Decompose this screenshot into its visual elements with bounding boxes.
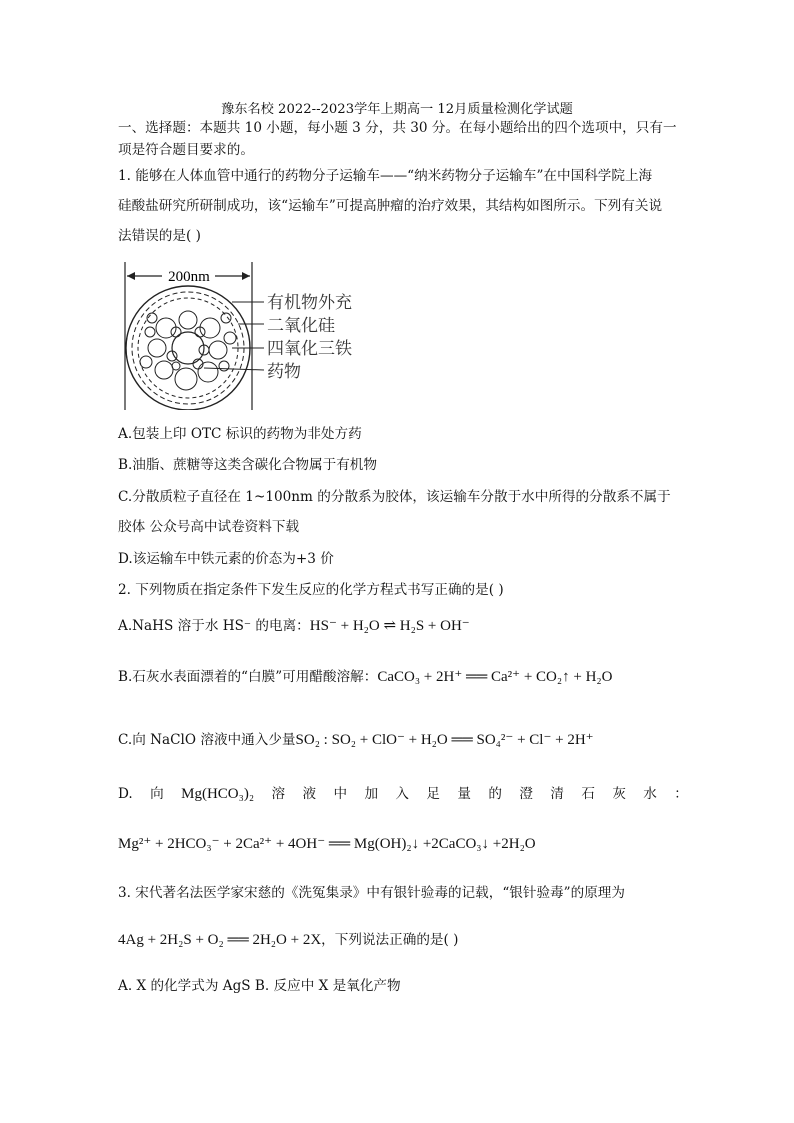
nano-carrier-figure bbox=[112, 258, 377, 410]
q2-d-char: ： bbox=[674, 786, 688, 802]
q2-d-char: 的 bbox=[488, 786, 502, 802]
q2-option-b-equation: CaCO₃ + 2H⁺ ══ Ca²⁺ + CO₂↑ + H₂O bbox=[377, 669, 613, 685]
q2-option-d-line bbox=[118, 784, 688, 804]
q2-stem: 2. 下列物质在指定条件下发生反应的化学方程式书写正确的是( ) bbox=[118, 582, 504, 598]
q2-option-d-equation: Mg²⁺ + 2HCO₃⁻ + 2Ca²⁺ + 4OH⁻ ══ Mg(OH)₂↓ +2CaCO₃↓ +2H₂O bbox=[118, 836, 536, 852]
q2-d-char: 灰 bbox=[612, 786, 626, 802]
q1-stem-line-3: 法错误的是( ) bbox=[118, 228, 201, 244]
q2-d-formula: Mg(HCO₃)₂ bbox=[181, 786, 255, 802]
q2-option-c bbox=[118, 730, 688, 750]
q2-d-char: 向 bbox=[150, 786, 164, 802]
q2-option-b-text: B.石灰水表面漂着的“白膜”可用醋酸溶解： bbox=[118, 669, 378, 685]
q2-option-c-equation: SO₂ : SO₂ + ClO⁻ + H₂O ══ SO₄²⁻ + Cl⁻ + 2H⁺ bbox=[295, 732, 594, 748]
q1-option-c-line-2: 胶体 公众号高中试卷资料下载 bbox=[118, 519, 300, 535]
q2-option-b bbox=[118, 667, 688, 687]
exam-title: 豫东名校 2022--2023学年上期高一 12月质量检测化学试题 bbox=[221, 102, 573, 117]
q2-d-char: 澄 bbox=[519, 786, 533, 802]
q2-d-char: 石 bbox=[581, 786, 595, 802]
q2-option-c-text: C.向 NaClO 溶液中通入少量 bbox=[118, 732, 296, 748]
q2-d-char: 入 bbox=[395, 786, 410, 802]
q2-d-char: 加 bbox=[364, 786, 379, 802]
q1-option-a: A.包装上印 OTC 标识的药物为非处方药 bbox=[118, 426, 362, 442]
q2-d-char: 水 bbox=[643, 786, 657, 802]
q2-d-char: 量 bbox=[457, 786, 471, 802]
label-iron-oxide: 四氧化三铁 bbox=[267, 339, 352, 359]
dimension-label: 200nm bbox=[168, 269, 210, 285]
section-heading-line-2: 项是符合题目要求的。 bbox=[118, 142, 254, 158]
q2-option-a bbox=[118, 616, 688, 636]
q1-option-c-line-1: C.分散质粒子直径在 1~100nm 的分散系为胶体，该运输车分散于水中所得的分散系不属于 bbox=[118, 489, 671, 505]
q2-d-char: 溶 bbox=[271, 786, 286, 802]
q2-option-a-equation: HS⁻ + H₂O ⇌ H₂S + OH⁻ bbox=[309, 618, 470, 634]
q2-d-char: D. bbox=[118, 786, 133, 802]
q3-options: A. X 的化学式为 AgS B. 反应中 X 是氧化产物 bbox=[118, 978, 401, 994]
q1-option-b: B.油脂、蔗糖等这类含碳化合物属于有机物 bbox=[118, 457, 377, 473]
q3-stem-tail: ，下列说法正确的是( ) bbox=[321, 932, 459, 948]
q2-d-char: 足 bbox=[426, 786, 440, 802]
q2-d-char: 清 bbox=[550, 786, 564, 802]
label-silica: 二氧化硅 bbox=[267, 316, 335, 336]
label-organic-shell: 有机物外充 bbox=[267, 293, 352, 313]
q3-stem-line-2 bbox=[118, 930, 688, 950]
q1-option-d: D.该运输车中铁元素的价态为+3 价 bbox=[118, 551, 334, 567]
section-heading-line-1: 一、选择题：本题共 10 小题，每小题 3 分，共 30 分。在每小题给出的四个选项中，只有一 bbox=[118, 120, 677, 136]
q2-option-a-text: A.NaHS 溶于水 HS⁻ 的电离： bbox=[118, 618, 310, 634]
q2-d-char: 液 bbox=[302, 786, 317, 802]
q3-stem-line-1: 3. 宋代著名法医学家宋慈的《洗冤集录》中有银针验毒的记载，“银针验毒”的原理为 bbox=[118, 885, 625, 901]
q3-equation: 4Ag + 2H₂S + O₂ ══ 2H₂O + 2X bbox=[118, 932, 322, 948]
q2-d-char: 中 bbox=[333, 786, 348, 802]
q1-stem-line-1: 1. 能够在人体血管中通行的药物分子运输车——“纳米药物分子运输车”在中国科学院上海 bbox=[118, 168, 653, 184]
q1-stem-line-2: 硅酸盐研究所研制成功，该“运输车”可提高肿瘤的治疗效果，其结构如图所示。下列有关说 bbox=[118, 198, 663, 214]
label-drug: 药物 bbox=[267, 362, 301, 382]
